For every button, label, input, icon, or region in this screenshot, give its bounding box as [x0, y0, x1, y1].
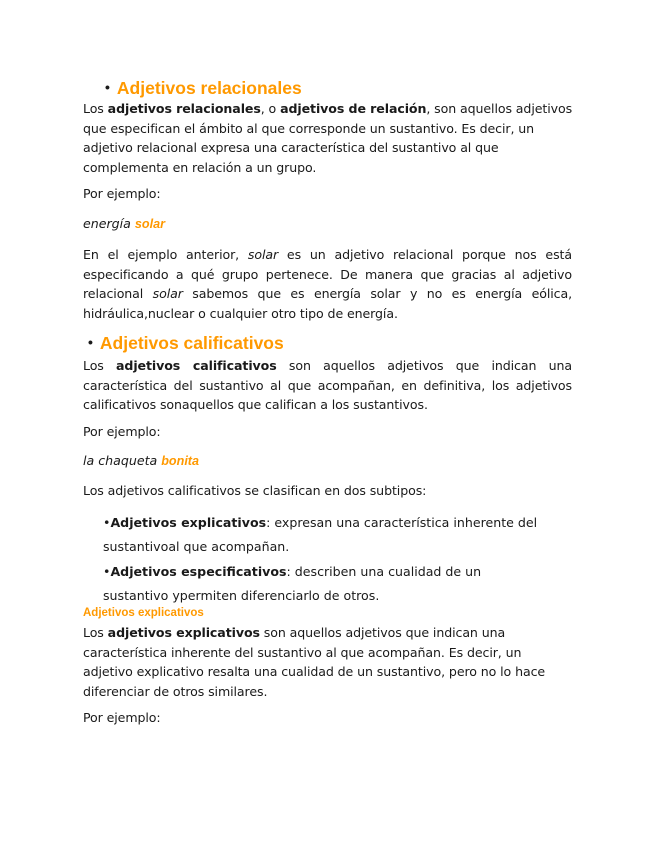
- por-ejemplo-2: Por ejemplo:: [83, 424, 161, 439]
- bold-term: Adjetivos explicativos: [110, 515, 267, 530]
- text-run: Los: [83, 625, 108, 640]
- bold-term: Adjetivos especificativos: [110, 564, 287, 579]
- heading-text: Adjetivos calificativos: [99, 333, 284, 353]
- list-item-text: : describen una cualidad de un sustantivo ypermiten diferenciarlo de otros.: [103, 564, 482, 603]
- paragraph-relacionales-explanation: [83, 245, 572, 323]
- example-highlight: solar: [134, 217, 165, 231]
- heading-adjetivos-calificativos: [88, 332, 284, 355]
- bullet-icon: •: [103, 515, 111, 530]
- example-highlight: bonita: [161, 454, 200, 468]
- text-run: es un adjetivo relacional porque nos está especificando a qué grupo pertenece. De manera que gracias al adjetivo relacional: [83, 247, 572, 301]
- text-run: sabemos que es energía solar y no es energía eólica, hidráulica,nuclear o cualquier otro tipo de energía.: [83, 286, 572, 321]
- paragraph-relacionales-def: [83, 99, 578, 177]
- por-ejemplo-3: Por ejemplo:: [83, 710, 161, 725]
- bullet-icon: •: [105, 79, 110, 95]
- paragraph-calificativos-def: [83, 356, 572, 415]
- bullet-icon: •: [103, 564, 111, 579]
- bold-term: adjetivos explicativos: [107, 625, 260, 640]
- heading-text: Adjetivos relacionales: [116, 78, 302, 98]
- heading-adjetivos-relacionales: [105, 77, 302, 100]
- subtypes-intro: Los adjetivos calificativos se clasifican en dos subtipos:: [83, 483, 427, 498]
- bold-term: adjetivos relacionales: [107, 101, 261, 116]
- bullet-icon: •: [88, 334, 93, 350]
- text-run: En el ejemplo anterior,: [83, 247, 248, 262]
- text-run: , son aquellos adjetivos que especifican el ámbito al que corresponde un sustantivo. Es decir, un adjetivo relacional expresa una característica del sustantivo al que complementa en relación a un grupo.: [83, 101, 573, 175]
- list-item-explicativos: [103, 511, 543, 559]
- example-energia-solar: [83, 216, 165, 231]
- bold-term: adjetivos calificativos: [116, 358, 277, 373]
- italic-term: solar: [247, 247, 279, 262]
- example-word: energía: [83, 216, 135, 231]
- paragraph-explicativos-def: [83, 623, 563, 701]
- text-run: Los: [83, 358, 117, 373]
- text-run: son aquellos adjetivos que indican una característica del sustantivo al que acompañan, en definitiva, los adjetivos calificativos sonaquellos que califican a los sustantivos.: [83, 358, 572, 412]
- list-item-especificativos: [103, 560, 543, 608]
- list-item-text: : expresan una característica inherente del sustantivoal que acompañan.: [103, 515, 538, 554]
- text-run: , o: [260, 101, 281, 116]
- heading-adjetivos-explicativos: Adjetivos explicativos: [83, 607, 204, 619]
- text-run: Los: [83, 101, 108, 116]
- bold-term: adjetivos de relación: [280, 101, 427, 116]
- example-word: la chaqueta: [83, 453, 162, 468]
- text-run: son aquellos adjetivos que indican una característica inherente del sustantivo al que acompañan. Es decir, un adjetivo explicativo resalta una cualidad de un sustantivo, pero no lo hace diferenciar de otros similares.: [83, 625, 546, 699]
- example-chaqueta-bonita: [83, 453, 199, 468]
- por-ejemplo-1: Por ejemplo:: [83, 186, 161, 201]
- italic-term: solar: [152, 286, 183, 301]
